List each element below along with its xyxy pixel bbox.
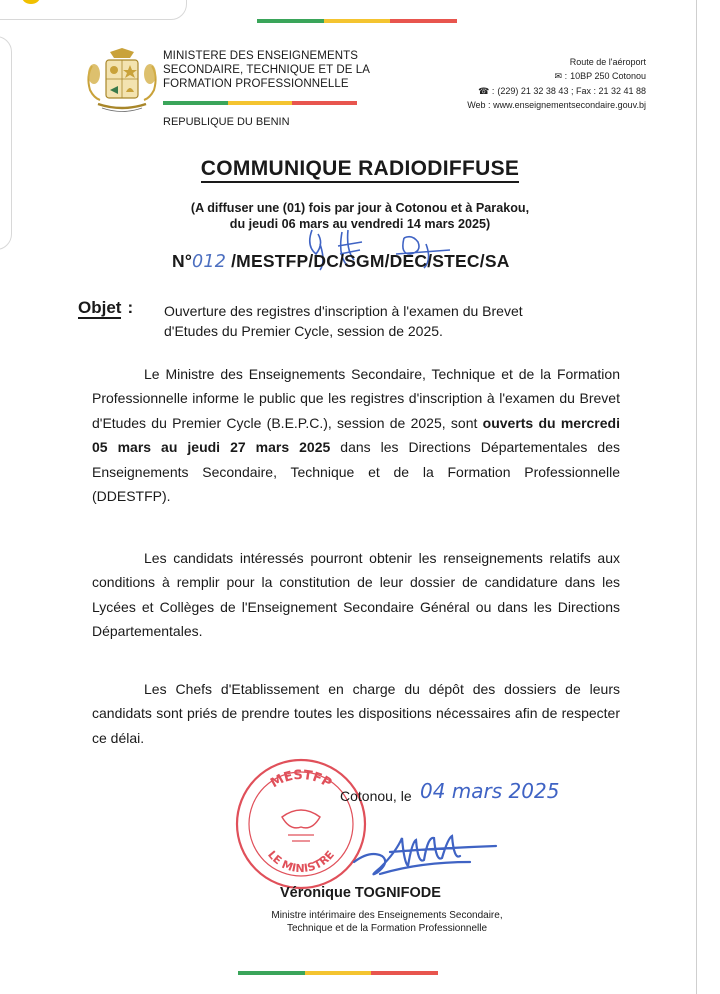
objet-line: d'Etudes du Premier Cycle, session de 2025.: [164, 322, 443, 339]
svg-text:MESTFP: [268, 768, 334, 792]
broadcast-note-line: du jeudi 06 mars au vendredi 14 mars 2025): [229, 217, 491, 231]
objet-label: Objet :: [78, 298, 134, 317]
republic-name: REPUBLIQUE DU BENIN: [163, 116, 290, 128]
benin-coat-of-arms-icon: [84, 46, 160, 118]
objet-line: Ouverture des registres d'inscription à l'examen du Brevet: [164, 303, 523, 319]
signer-title-line: Technique et de la Formation Professionnelle: [286, 923, 488, 934]
title-text: COMMUNIQUE RADIODIFFUSE: [201, 157, 519, 183]
paragraph-1: [92, 362, 620, 508]
paragraph-1-bold: ouverts du mercredi 05 mars au jeudi 27 mars 2025: [92, 414, 620, 456]
reference-handwritten-number: 012: [192, 252, 227, 272]
stamp-bottom-text: LE MINISTRE: [265, 848, 337, 876]
broadcast-note-line: (A diffuser une (01) fois par jour à Cotonou et à Parakou,: [190, 201, 530, 215]
contact-phone: [467, 84, 646, 98]
ministry-line: SECONDAIRE, TECHNIQUE ET DE LA: [163, 64, 371, 76]
signature: [350, 822, 500, 884]
phone-value: (229) 21 32 38 43 ; Fax : 21 32 41 88: [497, 85, 646, 96]
paragraph-2-text: Les candidats intéressés pourront obtenir les renseignements relatifs aux conditions à remplir pour la constitution de leur dossier de candidature dans les Lycées et Collèges de l'Enseignement Secondaire Général ou dans les Directions Départementales.: [92, 550, 620, 640]
paragraph-3: [92, 677, 620, 750]
reference-number: [172, 251, 510, 272]
signer-name: Véronique TOGNIFODE: [280, 885, 441, 901]
flag-bar-top: [257, 19, 457, 23]
objet-label-text: Objet: [78, 298, 122, 317]
signer-title-line: Ministre intérimaire des Enseignements Secondaire,: [271, 910, 503, 921]
ministry-line: FORMATION PROFESSIONNELLE: [163, 78, 349, 90]
paragraph-3-text: Les Chefs d'Etablissement en charge du dépôt des dossiers de leurs candidats sont priés de prendre toutes les dispositions nécessaires afin de respecter ce délai.: [92, 681, 620, 746]
contact-block: [467, 55, 646, 113]
contact-web: Web : www.enseignementsecondaire.gouv.bj: [467, 100, 646, 111]
place-label: Cotonou, le: [340, 788, 412, 804]
signer-title: [232, 909, 542, 935]
flag-bar-bottom: [238, 971, 438, 975]
reference-prefix: N°: [172, 251, 193, 271]
po-box-value: 10BP 250 Cotonou: [570, 71, 646, 82]
phone-icon: ☎ :: [478, 85, 495, 96]
svg-text:LE MINISTRE: [265, 848, 337, 875]
paragraph-1-end: dans les Directions Départementales des Enseignements Secondaire, Technique et de la Formation Professionnelle (DDESTFP).: [92, 439, 620, 505]
contact-po-box: [467, 69, 646, 83]
reference-code: /MESTFP/DC/SGM/DEC/STEC/SA: [231, 251, 510, 271]
ministry-line: MINISTERE DES ENSEIGNEMENTS: [163, 50, 359, 62]
paragraph-2: [92, 546, 620, 644]
paragraph-1-start: Le Ministre des Enseignements Secondaire, Technique et de la Formation Professionnelle informe le public que les registres d'inscription à l'examen du Brevet d'Etudes du Premier Cycle (B.E.P.C.), session de 2025, sont: [92, 366, 620, 431]
document-title: [0, 157, 720, 181]
contact-address: Route de l'aéroport: [569, 57, 646, 67]
scan-edge-line: [696, 0, 697, 994]
objet-text: [164, 302, 584, 341]
handwritten-date: 04 mars 2025: [420, 779, 560, 803]
flag-bar-letterhead: [163, 101, 357, 105]
mailbox-icon: ✉ :: [554, 71, 568, 82]
ministry-name: [163, 49, 373, 91]
stamp-top-text: MESTFP: [268, 767, 335, 792]
